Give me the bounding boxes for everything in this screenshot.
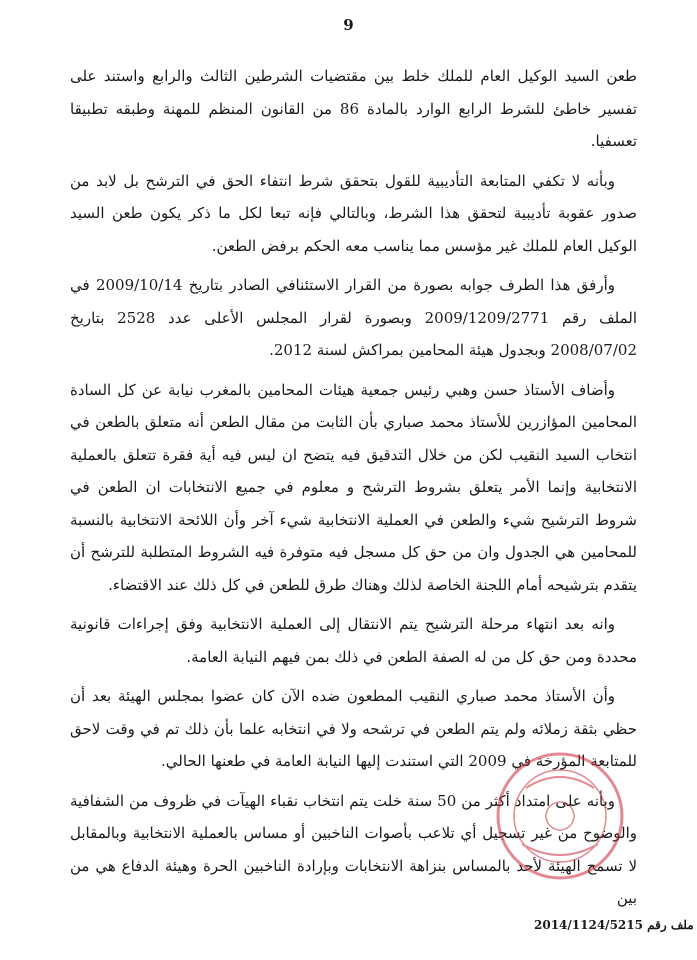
document-body — [70, 60, 637, 922]
paragraph-3: وأرفق هذا الطرف جوابه بصورة من القرار الاستئنافي الصادر بتاريخ 2009/10/14 في الملف رقم 2009/1209/2771 وبصورة لقرار المجلس الأعلى عدد 2528 بتاريخ 2008/07/02 وبجدول هيئة المحامين بمراكش لسنة 2012. — [70, 276, 638, 359]
page-number: 9 — [343, 16, 354, 34]
paragraph-4: وأضاف الأستاذ حسن وهبي رئيس جمعية هيئات المحامين بالمغرب نيابة عن كل السادة المحامين المؤازرين للأستاذ محمد صباري بأن الثابت من مقال الطعن أنه متعلق بالطعن في انتخاب السيد النقيب لكن من خلال التدقيق فيه يتضح ان ليس فيه أية فقرة تتعلق بالعملية الانتخابية وإنما الأمر يتعلق بشروط الترشح و معلوم في جميع الانتخابات ان الطعن في شروط الترشيح شيء والطعن في العملية الانتخابية شيء آخر وأن اللائحة الانتخابية بالنسبة للمحامين هي الجدول وان من حق كل مسجل فيه متوفرة فيه الشروط المتطلبة للترشح أن يتقدم بترشيحه أمام اللجنة الخاصة لذلك وهناك طرق للطعن في كل ذلك عند الاقتضاء. — [70, 380, 637, 594]
paragraph-1: طعن السيد الوكيل العام للملك خلط بين مقتضيات الشرطين الثالث والرابع واستند على تفسير خاطئ للشرط الرابع الوارد بالمادة 86 من القانون المنظم للمهنة وطبقه تطبيقا تعسفيا. — [70, 67, 638, 150]
file-reference: ملف رقم 2014/1124/5215 — [534, 918, 694, 932]
paragraph-6: وأن الأستاذ محمد صباري النقيب المطعون ضده الآن كان عضوا بمجلس الهيئة بعد أن حظي بثقة زملائه ولم يتم الطعن في ترشحه ولا في انتخابه علما بأن ذلك تم في وقت لاحق للمتابعة المؤرخة في 2009 التي استندت إليها النيابة العامة في طعنها الحالي. — [70, 687, 637, 770]
paragraph-2: وبأنه لا تكفي المتابعة التأديبية للقول بتحقق شرط انتفاء الحق في الترشح بل لابد من صدور عقوبة تأديبية لتحقق هذا الشرط، وبالتالي فإنه تبعا لكل ما ذكر يكون طعن السيد الوكيل العام للملك غير مؤسس مما يناسب معه الحكم برفض الطعن. — [70, 171, 637, 255]
paragraph-5: وانه بعد انتهاء مرحلة الترشيح يتم الانتقال إلى العملية الانتخابية وفق إجراءات قانونية محددة ومن حق كل من له الصفة الطعن في ذلك بمن فيهم النيابة العامة. — [70, 615, 637, 666]
paragraph-7: وبأنه على امتداد أكثر من 50 سنة خلت يتم انتخاب نقباء الهيآت في ظروف من الشفافية والوضوح من غير تسجيل أي تلاعب بأصوات الناخبين أو مساس بالعملية الانتخابية وبالمقابل لا تسمح الهيئة لأحد بالمساس بنزاهة الانتخابات وبإرادة الناخبين الحرة وهيئة الدفاع هي من بين — [70, 791, 637, 907]
